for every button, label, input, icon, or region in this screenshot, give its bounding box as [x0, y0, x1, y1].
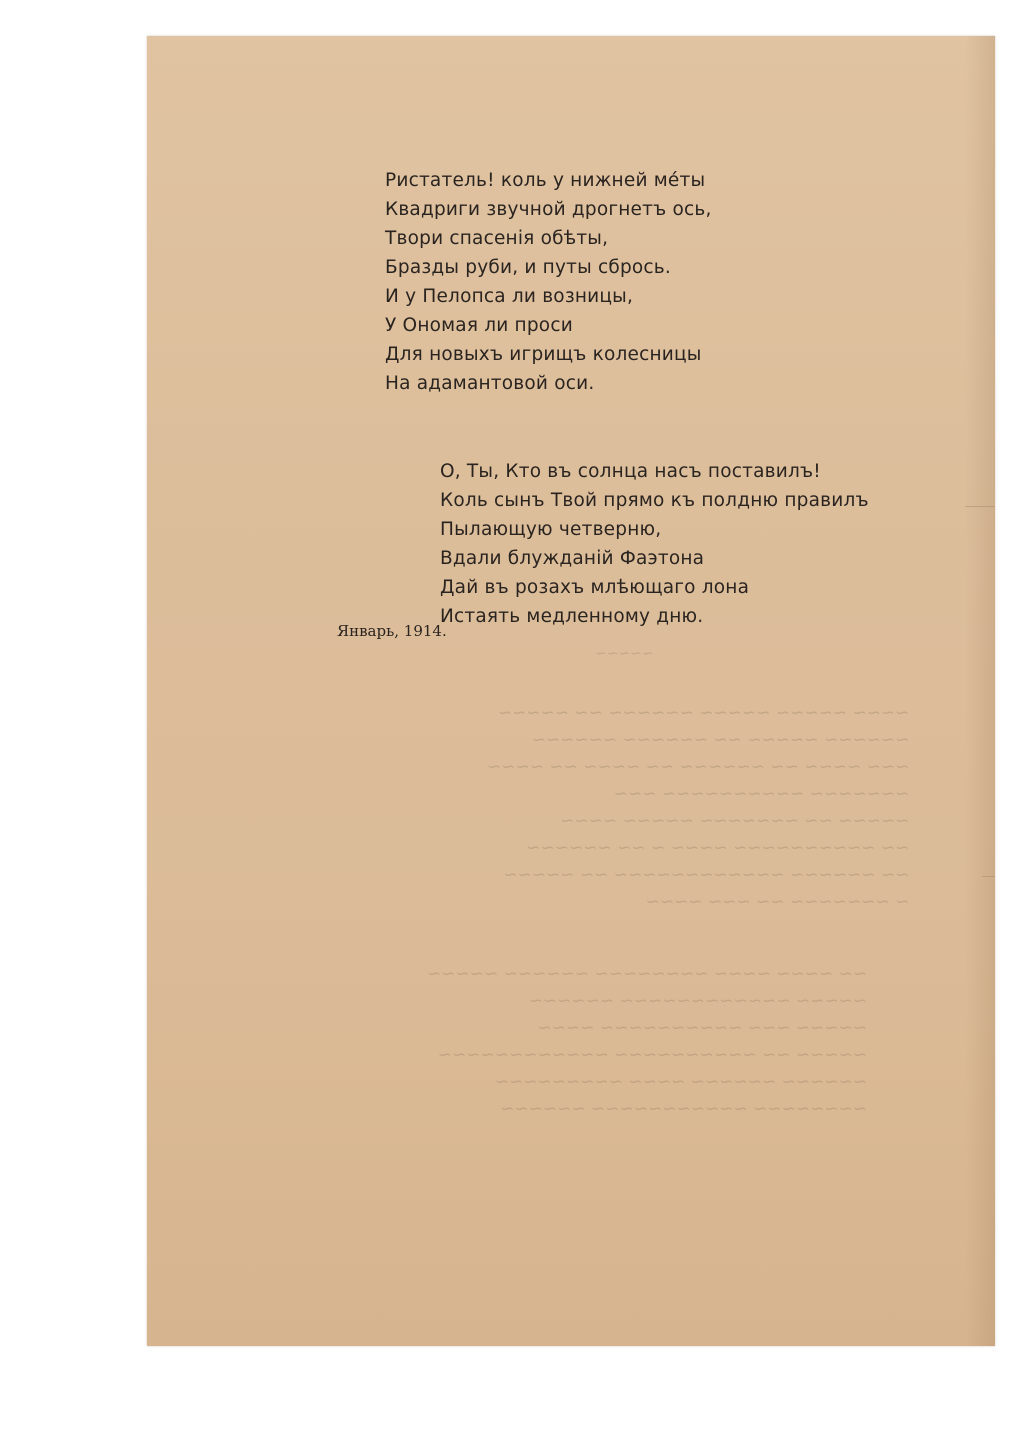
show-through-text: ~~ ~~~~ ~~~~ ~~~~~~~~ ~~~~~~ ~~~~~ ~~~~~ ~~~~~~~~~~~~ ~~~~~~ ~~~~~ ~~~ ~~~~~~~~~~ ~~~~ ~~~~~ ~~ ~~~~~~~~~~ ~~~~~~~~~~~~ ~~~~~~ ~~~~~~ ~~~~ ~~~~~~~~~ ~~~~~~~~ ~~~~~~~~~~~ ~~~~~~ [427, 964, 868, 1119]
poem-line: Вдали блужданiй Фаэтона [440, 548, 705, 569]
poem-line: О, Ты, Кто въ солнца насъ поставилъ! [440, 461, 821, 482]
poem-line: У Ономая ли проси [385, 315, 573, 336]
paper-sheet [147, 36, 995, 1346]
poem-line: Коль сынъ Твой прямо къ полдню правилъ [440, 490, 869, 511]
poem-date: Январь, 1914. [337, 622, 447, 640]
poem-line: Твори спасенiя обѣты, [385, 228, 609, 249]
poem-line: Квадриги звучной дрогнетъ ось, [385, 199, 712, 220]
poem-line: Бразды руби, и путы сбрось. [385, 257, 671, 278]
poem-line: Для новыхъ игрищъ колесницы [385, 344, 702, 365]
poem-stanza-1 [385, 166, 712, 398]
paper-crease [965, 506, 995, 507]
poem-line: И у Пелопса ли возницы, [385, 286, 634, 307]
poem-line: Ристатель! коль у нижней мéты [385, 170, 706, 191]
poem-stanza-2 [440, 457, 869, 631]
poem-line: Пылающую четверню, [440, 519, 662, 540]
show-through-text: ~~~~ ~~~~~ ~~~~~ ~~~~~~ ~~ ~~~~~ ~~~~~~ ~~~~~ ~~ ~~~~~~ ~~~~~~ ~~~ ~~~~ ~~ ~~~~~~ ~~ ~~~~ ~~ ~~~~ ~~~~~~~ ~~~~~~~~~~ ~~~ ~~~~~ ~~ ~~~~~~~ ~~~~~ ~~~~ ~~ ~~~~~~~~~~ ~~~~ ~ ~~ ~~~~~~ ~~ ~~~~~~ ~~~~~~~~~~~~ ~~ ~~~~~ ~ ~~~~~~~ ~~ ~~~ ~~~~ [487, 703, 910, 912]
paper-crease [982, 876, 995, 877]
show-through-heading: ~~~~~ [595, 646, 654, 662]
poem-line: Истаять медленному дню. [440, 606, 704, 627]
poem-line: На адамантовой оси. [385, 373, 595, 394]
poem-line: Дай въ розахъ млѣющаго лона [440, 577, 750, 598]
